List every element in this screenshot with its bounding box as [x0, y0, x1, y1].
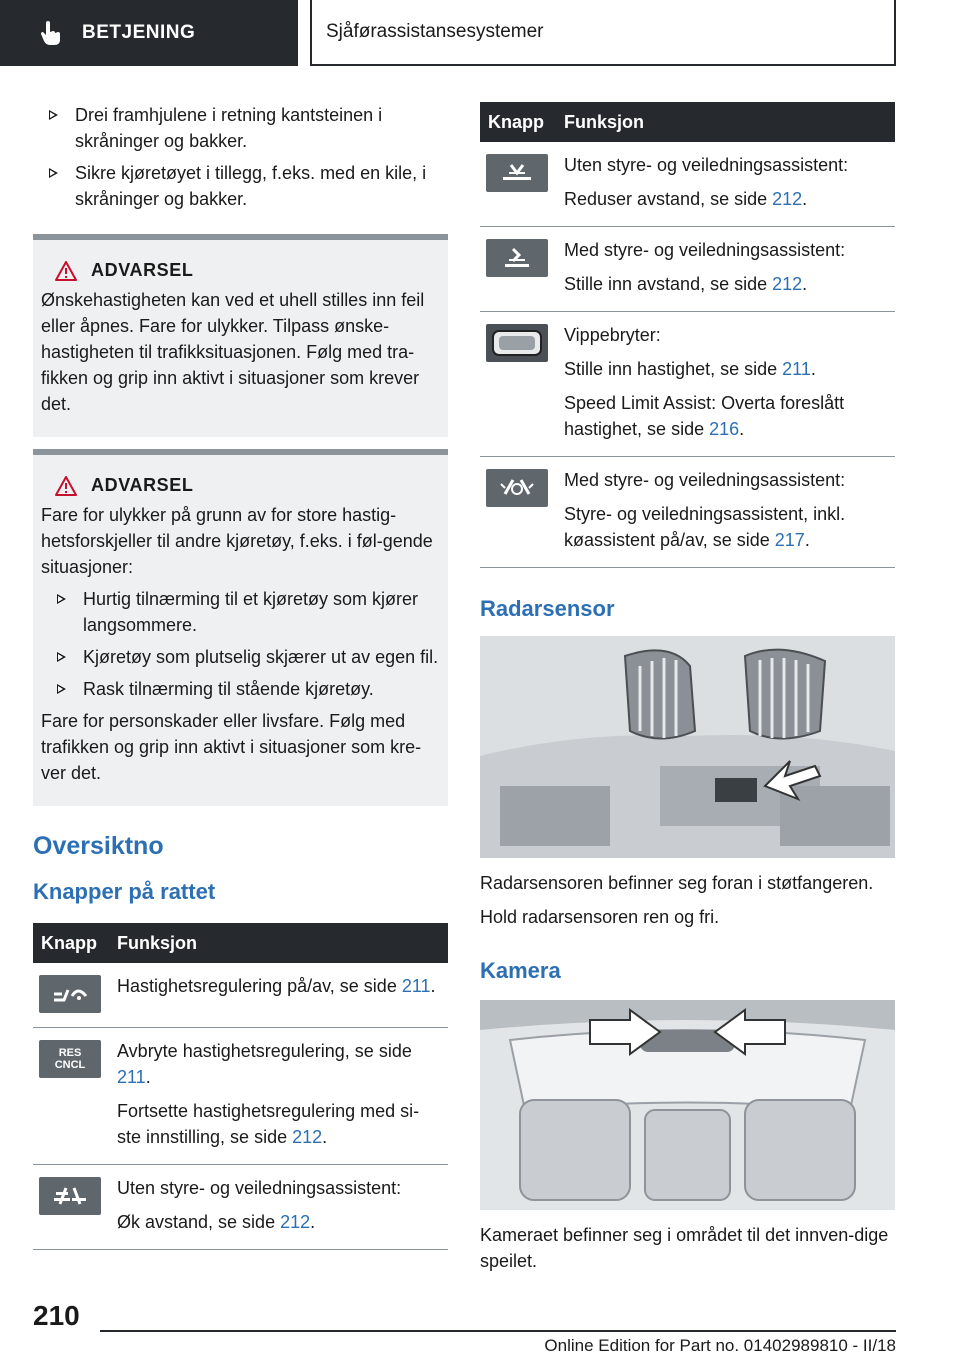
- list-item: Rask tilnærming til stående kjøretøy.: [41, 676, 440, 702]
- distance-increase-icon: [39, 1177, 101, 1215]
- triangle-bullet-icon: [49, 110, 58, 120]
- heading-buttons: Knapper på rattet: [33, 879, 216, 904]
- section-tab: [0, 0, 298, 66]
- table-row: Uten styre- og veiledningsassistent: Øk avstand, se side 212.: [33, 1165, 448, 1250]
- chapter-title: Sjåførassistansesystemer: [326, 21, 544, 42]
- warning-box: [33, 449, 448, 806]
- left-column: [33, 102, 448, 1250]
- warning-header: [41, 260, 440, 281]
- page-reference-link[interactable]: 212: [772, 189, 803, 209]
- steering-assist-icon: [486, 469, 548, 507]
- list-item: Kjøretøy som plutselig skjærer ut av egen fil.: [41, 644, 440, 670]
- edition-note: Online Edition for Part no. 01402989810 - II/18: [544, 1336, 896, 1355]
- page-reference-link[interactable]: 212: [772, 274, 803, 294]
- triangle-bullet-icon: [57, 684, 66, 694]
- page-reference-link[interactable]: 211: [401, 976, 431, 996]
- distance-set-icon: [486, 239, 548, 277]
- speed-control-icon: [39, 975, 101, 1013]
- page-reference-link[interactable]: 216: [709, 419, 740, 439]
- buttons-table-right: [480, 102, 895, 568]
- warning-triangle-icon: [55, 261, 77, 281]
- page-reference-link[interactable]: 211: [117, 1067, 146, 1087]
- heading-camera: Kamera: [480, 958, 561, 983]
- warning-list: [41, 586, 440, 702]
- warning-text: Ønskehastigheten kan ved et uhell stilles inn feil eller åpnes. Fare for ulykker. Tilpass ønske-hastigheten til trafikksituasjonen. Følg med tra-fikken og grip inn aktivt i situasjoner som krever det.: [41, 290, 425, 414]
- page-reference-link[interactable]: 217: [774, 530, 805, 550]
- radar-sensor-image: [480, 636, 895, 858]
- warning-title: ADVARSEL: [91, 260, 194, 280]
- table-row: RES CNCL Avbryte hastighetsregulering, se side 211. Fortsette hastighetsregulering med si-ste innstilling, se side 212.: [33, 1028, 448, 1165]
- triangle-bullet-icon: [49, 168, 58, 178]
- table-row: Med styre- og veiledningsassistent: Stille inn avstand, se side 212.: [480, 227, 895, 312]
- triangle-bullet-icon: [57, 652, 66, 662]
- page-reference-link[interactable]: 212: [292, 1127, 323, 1147]
- list-item: Hurtig tilnærming til et kjøretøy som kjører langsommere.: [41, 586, 440, 638]
- table-row: Med styre- og veiledningsassistent: Styre- og veiledningsassistent, inkl. køassistent på/av, se side 217.: [480, 457, 895, 568]
- column-header-button: Knapp: [480, 102, 556, 142]
- page-reference-link[interactable]: 212: [280, 1212, 311, 1232]
- chapter-tab: [310, 0, 896, 66]
- bullet-list: [33, 102, 448, 212]
- warning-title: ADVARSEL: [91, 475, 194, 495]
- column-header-function: Funksjon: [556, 102, 895, 142]
- section-title: BETJENING: [82, 22, 196, 43]
- table-row: Hastighetsregulering på/av, se side 211.: [33, 963, 448, 1028]
- table-row: Uten styre- og veiledningsassistent: Reduser avstand, se side 212.: [480, 142, 895, 227]
- warning-outro: Fare for personskader eller livsfare. Følg med trafikken og grip inn aktivt i situasjoner som kre-ver det.: [41, 711, 422, 783]
- page-reference-link[interactable]: 211: [782, 359, 811, 379]
- heading-radar: Radarsensor: [480, 596, 615, 621]
- radar-caption-2: Hold radarsensoren ren og fri.: [480, 907, 720, 927]
- triangle-bullet-icon: [57, 594, 66, 604]
- heading-overview: Oversiktno: [33, 832, 164, 860]
- warning-intro: Fare for ulykker på grunn av for store hastig-hetsforskjeller til andre kjøretøy, f.eks. i føl-gende situasjoner:: [41, 505, 433, 577]
- camera-image: [480, 1000, 895, 1210]
- table-row: Vippebryter: Stille inn hastighet, se side 211. Speed Limit Assist: Overta foreslått hastighet, se side 216.: [480, 312, 895, 457]
- warning-header: [41, 475, 440, 496]
- res-cncl-icon: RES CNCL: [39, 1040, 101, 1078]
- distance-decrease-icon: [486, 154, 548, 192]
- column-header-button: Knapp: [33, 923, 109, 963]
- radar-caption: Radarsensoren befinner seg foran i støtfangeren.: [480, 873, 874, 893]
- page-number: 210: [33, 1300, 80, 1331]
- list-item: Sikre kjøretøyet i tillegg, f.eks. med en kile, i skråninger og bakker.: [33, 160, 448, 212]
- footer-divider: [100, 1330, 896, 1332]
- warning-box: [33, 234, 448, 437]
- list-item: Drei framhjulene i retning kantsteinen i skråninger og bakker.: [33, 102, 448, 154]
- camera-caption: Kameraet befinner seg i området til det innven-dige speilet.: [480, 1225, 889, 1271]
- column-header-function: Funksjon: [109, 923, 448, 963]
- warning-triangle-icon: [55, 476, 77, 496]
- rocker-switch-icon: [486, 324, 548, 362]
- right-column: [480, 102, 895, 1274]
- buttons-table-left: [33, 923, 448, 1250]
- hand-icon: [40, 20, 62, 46]
- page-header: [0, 0, 960, 66]
